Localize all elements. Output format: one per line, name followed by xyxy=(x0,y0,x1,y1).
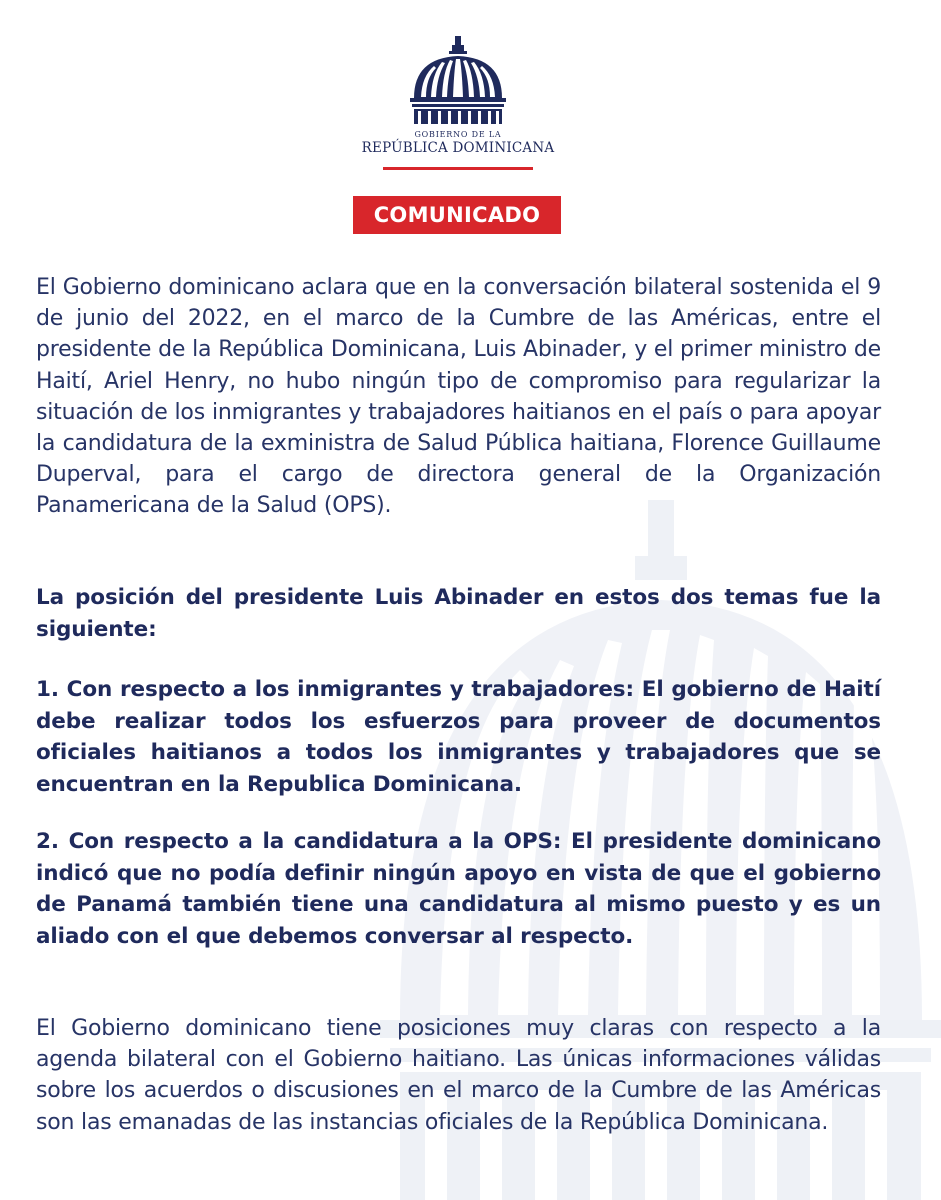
logo-line-2: REPÚBLICA DOMINICANA xyxy=(361,140,555,156)
position-heading: La posición del presidente Luis Abinader en estos dos temas fue la siguiente: xyxy=(36,585,881,642)
comunicado-badge: COMUNICADO xyxy=(353,196,561,234)
logo-line-1: GOBIERNO DE LA xyxy=(414,130,502,139)
government-logo xyxy=(350,36,566,170)
closing-paragraph: El Gobierno dominicano tiene posiciones muy claras con respecto a la agenda bilateral con el Gobierno haitiano. Las únicas informaciones válidas sobre los acuerdos o discusiones en el marco de la Cumbre de las Américas son las emanadas de las instancias oficiales de la República Dominicana. xyxy=(36,1016,881,1135)
point-2-ops-candidacy: 2. Con respecto a la candidatura a la OPS: El presidente dominicano indicó que no podía definir ningún apoyo en vista de que el gobierno de Panamá también tiene una candidatura al mismo puesto y es un aliado con el que debemos conversar al respecto. xyxy=(36,829,881,949)
intro-paragraph: El Gobierno dominicano aclara que en la conversación bilateral sostenida el 9 de junio del 2022, en el marco de la Cumbre de las Américas, entre el presidente de la República Dominicana, Luis Abinader, y el primer ministro de Haití, Ariel Henry, no hubo ningún tipo de compromiso para regularizar la situación de los inmigrantes y trabajadores haitianos en el país o para apoyar la candidatura de la exministra de Salud Pública haitiana, Florence Guillaume Duperval, para el cargo de directora general de la Organización Panamericana de la Salud (OPS). xyxy=(36,275,881,519)
dome-icon xyxy=(408,36,508,124)
point-1-immigrants: 1. Con respecto a los inmigrantes y trabajadores: El gobierno de Haití debe realizar todos los esfuerzos para proveer de documentos oficiales haitianos a todos los inmigrantes y trabajadores que se encuentran en la Republica Dominicana. xyxy=(36,677,881,797)
logo-divider xyxy=(383,167,533,170)
